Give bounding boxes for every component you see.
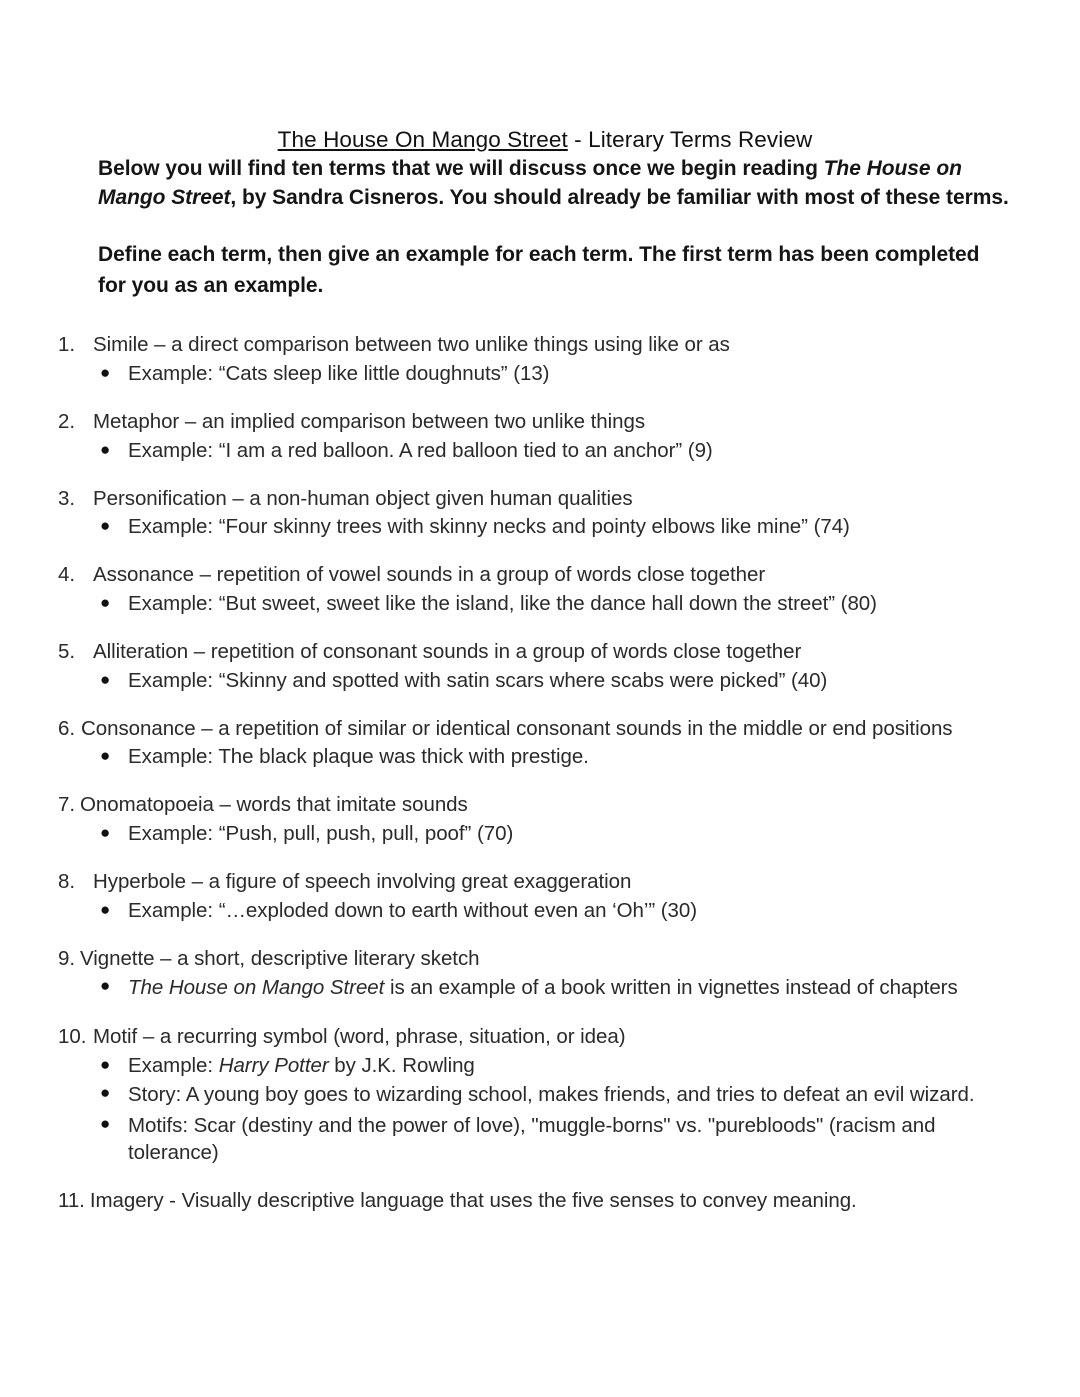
bullet-icon: ●: [100, 1083, 111, 1103]
term-heading: [58, 332, 1010, 358]
term-name: Vignette: [80, 946, 155, 970]
term-block-metaphor: [58, 409, 1010, 464]
term-number: 7.: [58, 793, 75, 817]
page-title-suffix: - Literary Terms Review: [567, 127, 813, 152]
bullet-text-pre: Example:: [128, 1053, 219, 1077]
term-heading: [58, 486, 1010, 512]
term-definition: – a repetition of similar or identical consonant sounds in the middle or end positions: [195, 716, 953, 740]
bullet-icon: ●: [100, 976, 111, 996]
term-name: Simile: [93, 333, 149, 357]
bullet-icon: ●: [100, 669, 111, 689]
term-definition: – a figure of speech involving great exaggeration: [186, 869, 632, 893]
term-heading: [58, 946, 1010, 972]
term-bullets: [58, 361, 1010, 387]
term-name: Consonance: [81, 716, 196, 740]
bullet-icon: ●: [100, 593, 111, 613]
term-block-hyperbole: [58, 869, 1010, 924]
bullet-text: Example: “…exploded down to earth without even an ‘Oh’” (30): [128, 898, 698, 922]
list-item: [58, 1112, 1010, 1167]
terms-list: [58, 332, 1010, 1214]
list-item: [58, 744, 1010, 770]
term-heading: [58, 792, 1010, 818]
term-number: 8.: [58, 869, 75, 893]
term-bullets: [58, 898, 1010, 924]
term-bullets: [58, 591, 1010, 617]
document-body: [58, 126, 1010, 1236]
term-name: Onomatopoeia: [80, 793, 214, 817]
bullet-text: Example: “Push, pull, push, pull, poof” (70): [128, 822, 514, 846]
intro-book-title: The House on Mango Street: [98, 157, 962, 209]
intro-text-a: Below you will find ten terms that we will discuss once we begin reading: [98, 157, 824, 181]
term-block-onomatopoeia: [58, 792, 1010, 847]
term-heading: [58, 716, 1010, 742]
term-name: Metaphor: [93, 410, 180, 433]
page-title-book-name: The House On Mango Street: [277, 127, 568, 152]
term-definition: – an implied comparison between two unlike things: [179, 410, 646, 433]
term-number: 9.: [58, 946, 75, 970]
term-block-vignette: [58, 946, 1010, 1002]
bullet-text: Example: “Four skinny trees with skinny necks and pointy elbows like mine” (74): [128, 515, 850, 539]
term-bullets: [58, 514, 1010, 540]
bullet-icon: ●: [100, 746, 111, 766]
term-definition: – a recurring symbol (word, phrase, situation, or idea): [137, 1024, 626, 1048]
term-bullets: [58, 668, 1010, 694]
term-name: Personification: [93, 486, 227, 510]
term-block-assonance: [58, 562, 1010, 617]
list-item: [58, 438, 1010, 464]
term-definition: – a direct comparison between two unlike things using like or as: [148, 333, 730, 357]
term-number: 11.: [58, 1189, 85, 1213]
intro-paragraph-2: Define each term, then give an example for each term. The first term has been completed for you as an example.: [98, 242, 980, 298]
bullet-icon: ●: [100, 363, 111, 383]
term-block-personification: [58, 486, 1010, 541]
bullet-icon: ●: [100, 439, 111, 459]
bullet-text: Example: “Skinny and spotted with satin scars where scabs were picked” (40): [128, 668, 828, 692]
bullet-text: is an example of a book written in vignettes instead of chapters: [384, 976, 958, 1000]
bullet-text-post: by J.K. Rowling: [328, 1053, 475, 1077]
intro-paragraph-1: [58, 155, 1010, 212]
term-block-consonance: [58, 716, 1010, 771]
term-block-imagery: [58, 1188, 1010, 1214]
bullet-icon: ●: [100, 516, 111, 536]
term-number: 1.: [58, 333, 75, 357]
list-item: [58, 591, 1010, 617]
term-definition: – a short, descriptive literary sketch: [154, 946, 480, 970]
term-definition: – repetition of consonant sounds in a group of words close together: [188, 639, 802, 663]
term-bullets: [58, 821, 1010, 847]
term-bullets: [58, 438, 1010, 464]
term-heading: [58, 1024, 1010, 1050]
list-item: [58, 1053, 1010, 1079]
term-definition: - Visually descriptive language that uses the five senses to convey meaning.: [163, 1189, 857, 1213]
term-number: 2.: [58, 410, 75, 433]
bullet-icon: ●: [100, 1113, 111, 1133]
term-block-alliteration: [58, 639, 1010, 694]
term-number: 5.: [58, 639, 75, 663]
term-name: Assonance: [93, 563, 194, 587]
list-item: [58, 974, 1010, 1001]
term-block-simile: [58, 332, 1010, 387]
list-item: [58, 821, 1010, 847]
term-number: 6.: [58, 716, 75, 740]
list-item: [58, 1081, 1010, 1108]
term-heading: [58, 409, 1010, 435]
term-name: Hyperbole: [93, 869, 186, 893]
term-name: Alliteration: [93, 639, 189, 663]
term-definition: – repetition of vowel sounds in a group of words close together: [193, 563, 766, 587]
term-number: 4.: [58, 563, 75, 587]
list-item: [58, 514, 1010, 540]
bullet-book-title: Harry Potter: [218, 1053, 329, 1077]
term-heading: [58, 639, 1010, 665]
term-block-motif: [58, 1024, 1010, 1166]
term-name: Imagery: [89, 1189, 164, 1213]
term-number: 3.: [58, 486, 75, 510]
term-heading: [58, 869, 1010, 895]
bullet-book-title: The House on Mango Street: [128, 976, 385, 1000]
bullet-text: Example: “Cats sleep like little doughnuts” (13): [128, 362, 550, 386]
term-bullets: [58, 744, 1010, 770]
bullet-text: Story: A young boy goes to wizarding school, makes friends, and tries to defeat an evil wizard.: [128, 1083, 975, 1107]
intro-text-b: , by Sandra Cisneros. You should already be familiar with most of these terms.: [230, 185, 1009, 209]
term-number: 10.: [58, 1024, 87, 1048]
bullet-text: Example: The black plaque was thick with prestige.: [128, 745, 589, 769]
bullet-icon: ●: [100, 899, 111, 919]
bullet-text: Motifs: Scar (destiny and the power of love), "muggle-borns" vs. "purebloods" (racism and tolerance): [128, 1113, 936, 1164]
term-definition: – a non-human object given human qualities: [226, 486, 633, 510]
term-bullets: [58, 974, 1010, 1001]
bullet-icon: ●: [100, 1054, 111, 1074]
term-definition: – words that imitate sounds: [213, 793, 468, 817]
page-title: [58, 126, 1010, 153]
term-heading: [58, 1188, 1010, 1214]
list-item: [58, 898, 1010, 924]
list-item: [58, 668, 1010, 694]
list-item: [58, 361, 1010, 387]
term-bullets: [58, 1053, 1010, 1167]
bullet-text: Example: “But sweet, sweet like the island, like the dance hall down the street” (80): [128, 592, 877, 616]
bullet-text: Example: “I am a red balloon. A red balloon tied to an anchor” (9): [128, 438, 713, 462]
term-name: Motif: [93, 1024, 138, 1048]
bullet-icon: ●: [100, 823, 111, 843]
term-heading: [58, 562, 1010, 588]
